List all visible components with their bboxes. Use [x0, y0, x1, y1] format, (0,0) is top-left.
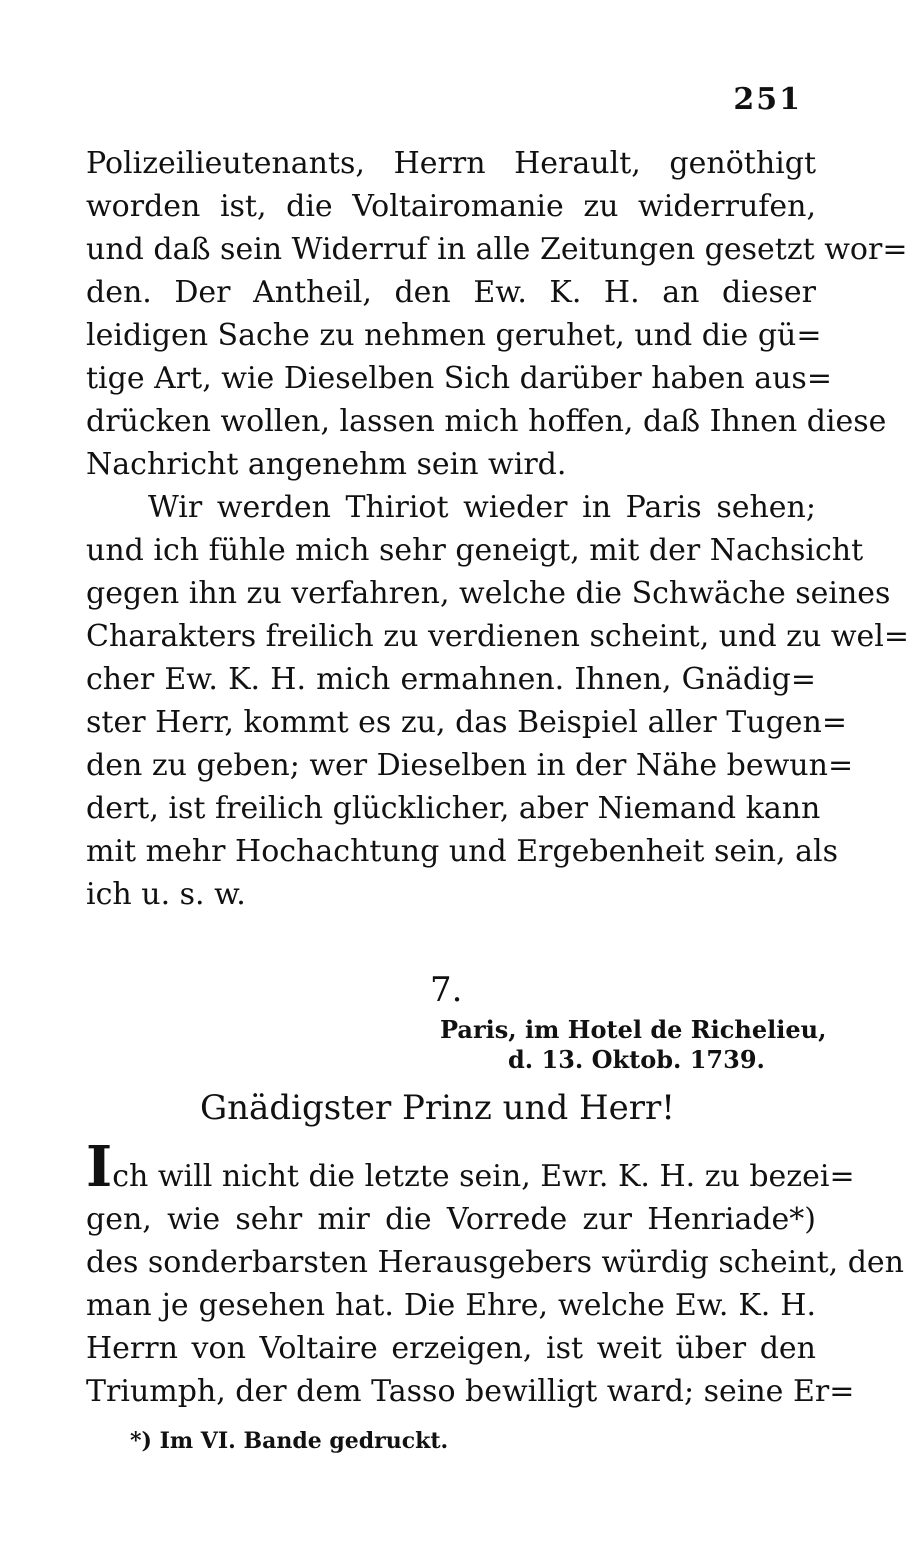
dateline-place: Paris, im Hotel de Richelieu, — [440, 1015, 827, 1044]
text-line — [86, 1134, 855, 1200]
text-line: drücken wollen, lassen mich hoffen, daß Ihnen diese — [86, 404, 887, 439]
text-line: gen, wie sehr mir die Vorrede zur Henriade*) — [86, 1202, 816, 1237]
text-line-content: ch will nicht die letzte sein, Ewr. K. H. zu bezei= — [112, 1159, 855, 1194]
dateline-date: d. 13. Oktob. 1739. — [508, 1045, 765, 1074]
text-line: worden ist, die Voltairomanie zu widerrufen, — [86, 189, 816, 224]
text-line: Wir werden Thiriot wieder in Paris sehen; — [148, 490, 816, 525]
text-line: gegen ihn zu verfahren, welche die Schwäche seines — [86, 576, 891, 611]
text-line: und daß sein Widerruf in alle Zeitungen gesetzt wor= — [86, 232, 908, 267]
text-line: Nachricht angenehm sein wird. — [86, 447, 567, 482]
text-line: des sonderbarsten Herausgebers würdig scheint, den — [86, 1245, 904, 1280]
text-line: und ich fühle mich sehr geneigt, mit der Nachsicht — [86, 533, 864, 568]
text-line: cher Ew. K. H. mich ermahnen. Ihnen, Gnädig= — [86, 662, 816, 697]
text-line: dert, ist freilich glücklicher, aber Niemand kann — [86, 791, 821, 826]
text-line: Charakters freilich zu verdienen scheint, und zu wel= — [86, 619, 909, 654]
text-line: man je gesehen hat. Die Ehre, welche Ew. K. H. — [86, 1288, 816, 1323]
text-line: mit mehr Hochachtung und Ergebenheit sein, als — [86, 834, 838, 869]
text-line: Triumph, der dem Tasso bewilligt ward; seine Er= — [86, 1374, 855, 1409]
body-text-block — [86, 142, 909, 916]
text-line: ich u. s. w. — [86, 877, 246, 912]
text-line: Herrn von Voltaire erzeigen, ist weit über den — [86, 1331, 816, 1366]
salutation: Gnädigster Prinz und Herr! — [200, 1088, 675, 1128]
text-line: Polizeilieutenants, Herrn Herault, genöthigt — [86, 146, 816, 181]
text-line: den zu geben; wer Dieselben in der Nähe bewun= — [86, 748, 854, 783]
letter-body-text-block — [86, 1134, 904, 1413]
letter-number: 7. — [430, 970, 463, 1010]
page-number: 251 — [733, 82, 802, 117]
text-line: ster Herr, kommt es zu, das Beispiel aller Tugen= — [86, 705, 848, 740]
text-line: tige Art, wie Dieselben Sich darüber haben aus= — [86, 361, 832, 396]
footnote: *) Im VI. Bande gedruckt. — [130, 1428, 449, 1454]
text-line: leidigen Sache zu nehmen geruhet, und die gü= — [86, 318, 822, 353]
text-line: den. Der Antheil, den Ew. K. H. an dieser — [86, 275, 816, 310]
dropcap: I — [86, 1134, 113, 1200]
